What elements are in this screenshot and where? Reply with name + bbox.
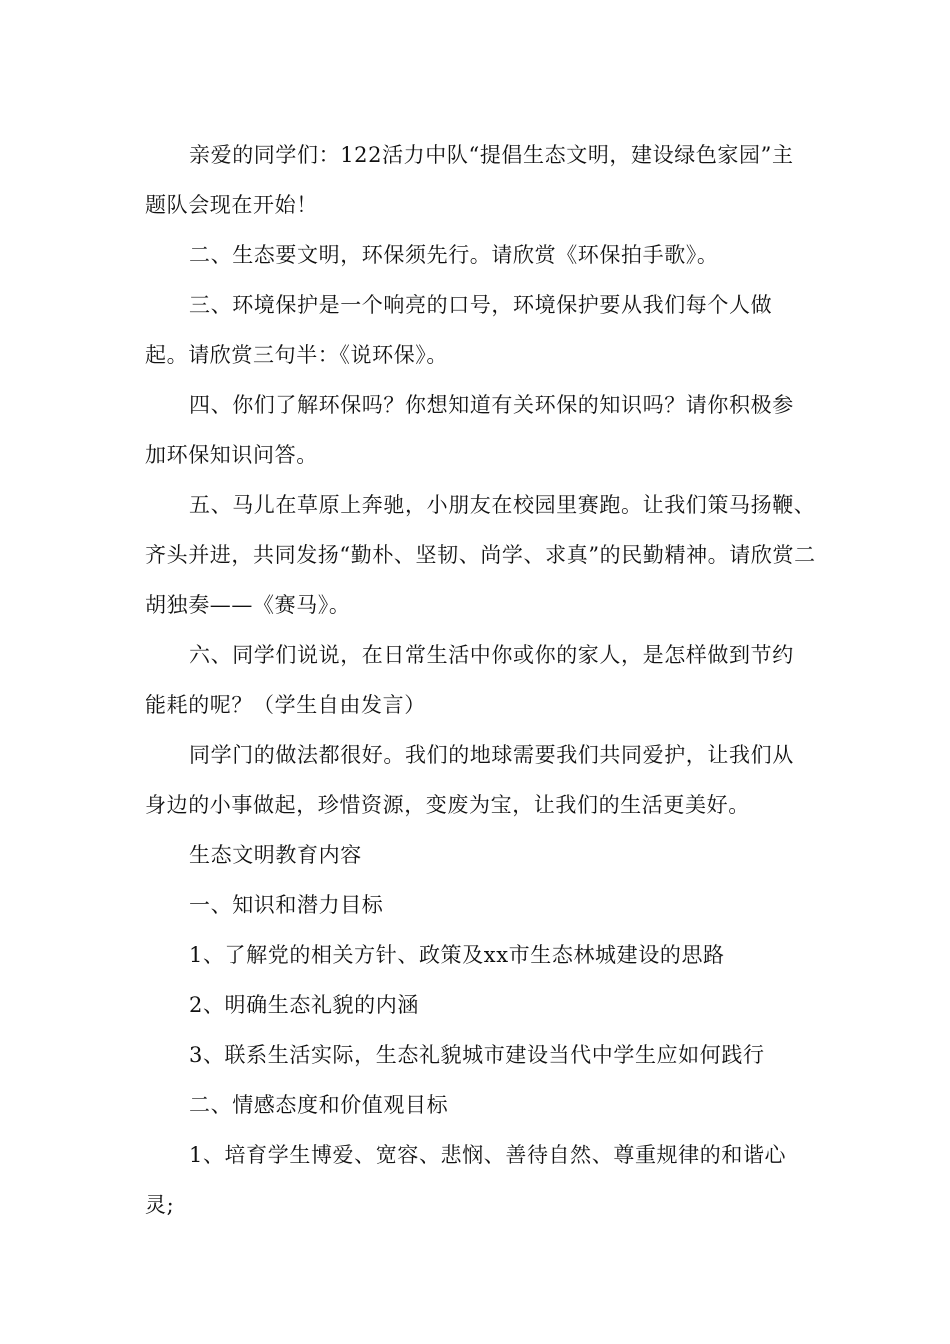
paragraph-closing: 同学门的做法都很好。我们的地球需要我们共同爱护，让我们从身边的小事做起，珍惜资源，变废为宝，让我们的生活更美好。 [145, 743, 794, 817]
list-item-2: 2、明确生态礼貌的内涵 [189, 993, 419, 1017]
paragraph-section-5: 五、马儿在草原上奔驰，小朋友在校园里赛跑。让我们策马扬鞭、齐头并进，共同发扬“勤朴、坚韧、尚学、求真”的民勤精神。请欣赏二胡独奏——《赛马》。 [145, 493, 816, 617]
paragraph-section-6: 六、同学们说说，在日常生活中你或你的家人，是怎样做到节约能耗的呢？（学生自由发言） [145, 643, 794, 717]
list-item-emotion-1: 1、培育学生博爱、宽容、悲悯、善待自然、尊重规律的和谐心灵; [145, 1143, 787, 1217]
document-body [145, 130, 815, 1230]
paragraph-section-2: 二、生态要文明，环保须先行。请欣赏《环保拍手歌》。 [189, 243, 719, 267]
paragraph-opening: 亲爱的同学们：122活力中队“提倡生态文明，建设绿色家园”主题队会现在开始！ [145, 143, 794, 217]
paragraph-section-4: 四、你们了解环保吗？你想知道有关环保的知识吗？请你积极参加环保知识问答。 [145, 393, 794, 467]
list-item-3: 3、联系生活实际，生态礼貌城市建设当代中学生应如何践行 [189, 1043, 765, 1067]
paragraph-section-3: 三、环境保护是一个响亮的口号，环境保护要从我们每个人做起。请欣赏三句半：《说环保》。 [145, 293, 773, 367]
heading-education-content: 生态文明教育内容 [189, 843, 362, 867]
heading-knowledge-goals: 一、知识和潜力目标 [189, 893, 384, 917]
list-item-1: 1、了解党的相关方针、政策及xx市生态林城建设的思路 [189, 943, 725, 967]
heading-emotion-goals: 二、情感态度和价值观目标 [189, 1093, 449, 1117]
